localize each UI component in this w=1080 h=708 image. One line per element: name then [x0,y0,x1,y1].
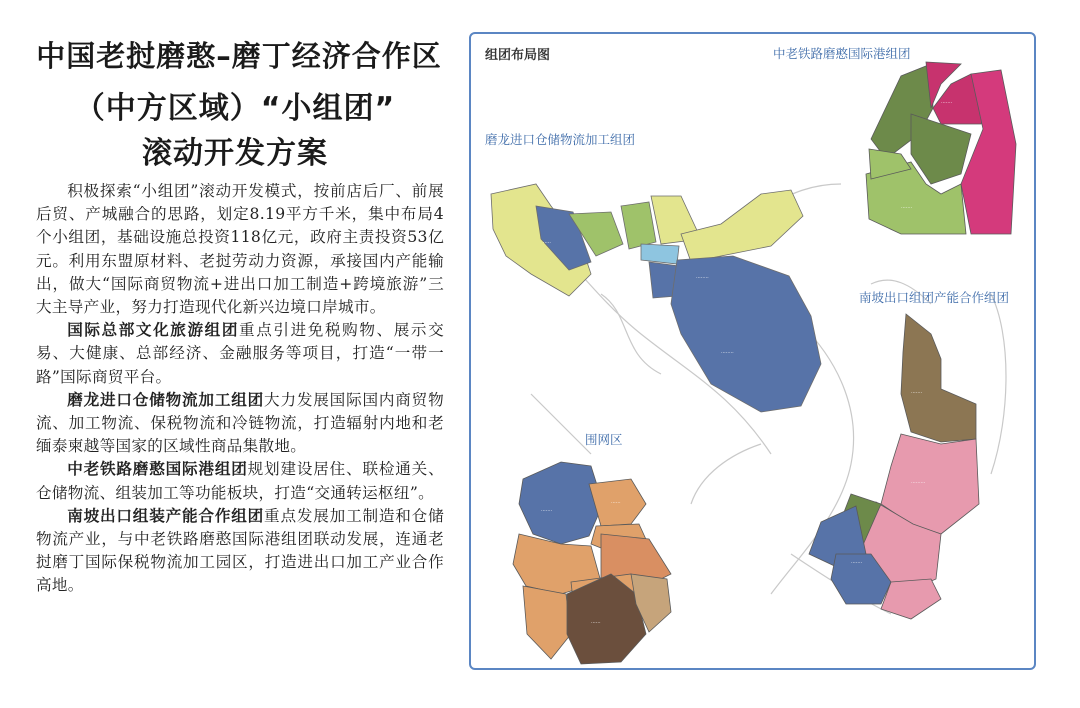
svg-text:········: ········ [696,275,709,281]
page-title-line1: 中国老挝磨憨–磨丁经济合作区 [36,39,442,73]
svg-text:·········: ········· [911,480,926,486]
page-title-line3: 滚动开发方案 [142,136,328,171]
svg-text:·····: ····· [543,240,551,246]
paragraph-intro: 积极探索“小组团”滚动开发模式，按前店后厂、前展后贸、产城融合的思路，划定8.19平方千米，集中布局4个小组团，基础设施总投资118亿元，政府主责投资53亿元。利用东盟原材料、老挝劳动力资源，承接国内产能输出，做大“国际商贸物流+进出口加工制造+跨境旅游”三大主导产业，努力打造现代化新兴边境口岸城市。 [36,182,444,317]
map-panel-title: 组团布局图 [485,48,551,63]
svg-text:·······: ······· [541,508,553,514]
label-weiwang-area: 围网区 [585,432,623,447]
text-zhonglao: 规划建设居住、联检通关、仓储物流、组装加工等功能板块，打造“交通转运枢纽”。 [36,460,444,502]
paragraph-culture-tourism [36,319,444,389]
body-text [36,180,444,598]
nanpo-cluster [809,314,979,619]
heading-culture-tourism: 国际总部文化旅游组团 [67,321,240,340]
text-culture-tourism: 重点引进免税购物、展示交易、大健康、总部经济、金融服务等项目，打造“一带一路”国际商贸平台。 [36,321,444,386]
paragraph-molong [36,389,444,459]
svg-text:·······: ······· [901,205,913,211]
label-nanpo-cluster: 南坡出口组团产能合作组团 [859,290,1010,305]
heading-molong: 磨龙进口仓储物流加工组团 [67,390,265,409]
svg-text:·······: ······· [911,390,923,396]
zhonglao-cluster [866,62,1016,234]
svg-text:······: ······ [591,620,601,626]
paragraph-nanpo [36,505,444,598]
heading-zhonglao: 中老铁路磨憨国际港组团 [67,460,248,479]
paragraph-zhonglao [36,458,444,504]
svg-text:········: ········ [721,350,734,356]
label-molong-cluster: 磨龙进口仓储物流加工组团 [485,132,636,147]
svg-text:·······: ······· [941,100,953,106]
weiwang-cluster [513,462,671,664]
map-panel [469,32,1036,670]
page-title-line2: （中方区域）“小组团” [74,91,396,126]
label-zhonglao-cluster: 中老铁路磨憨国际港组团 [773,46,911,61]
text-nanpo: 重点发展加工制造和仓储物流产业，与中老铁路磨憨国际港组团联动发展，连通老挝磨丁国际保税物流加工园区，打造进出口加工产业合作高地。 [36,506,444,595]
text-molong: 大力发展国际国内商贸物流、加工物流、保税物流和冷链物流，打造辐射内地和老缅泰柬越等国家的区域性商品集散地。 [36,390,444,456]
molong-cluster [491,184,821,412]
svg-text:······: ······ [611,500,621,506]
heading-nanpo: 南坡出口组装产能合作组团 [67,506,265,525]
svg-text:·······: ······· [851,560,863,566]
